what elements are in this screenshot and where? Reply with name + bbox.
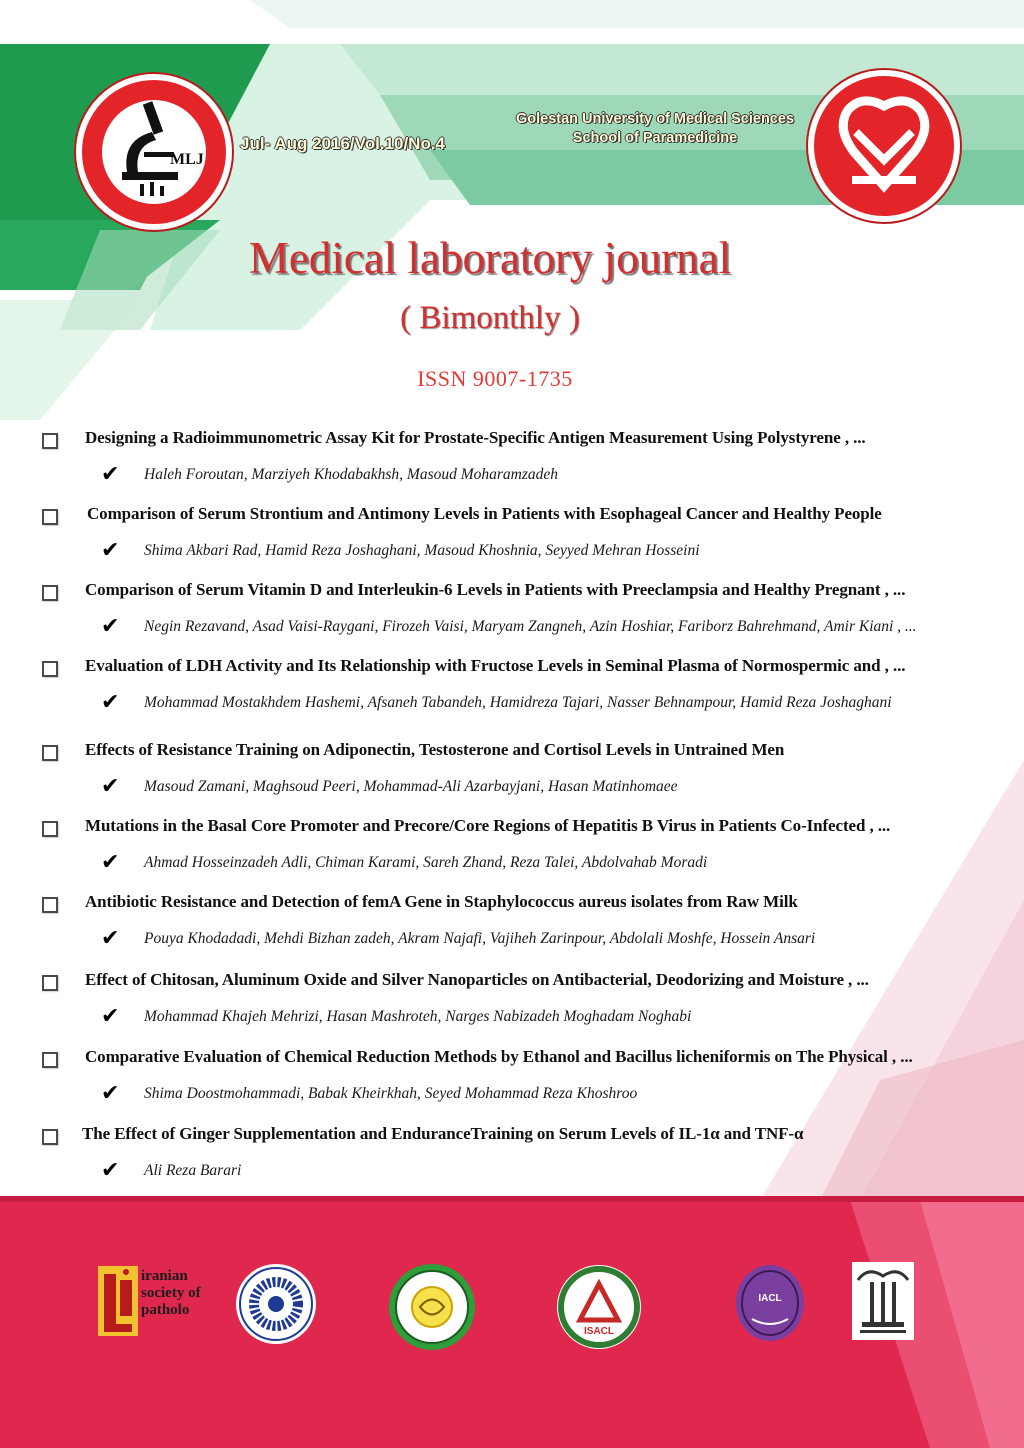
article-title: Comparative Evaluation of Chemical Reduction Methods by Ethanol and Bacillus licheniformis on The Physical , ... (85, 1047, 913, 1066)
article-item (0, 888, 1024, 964)
article-title: Evaluation of LDH Activity and Its Relationship with Fructose Levels in Seminal Plasma of Normospermic and , ... (85, 656, 906, 675)
checkbox-icon (42, 897, 58, 913)
article-item (0, 424, 1024, 500)
society-line: society of (141, 1285, 201, 1301)
checkbox-icon (42, 661, 58, 677)
svg-text:MLJ: MLJ (170, 151, 204, 168)
lab-society-logo (387, 1262, 477, 1352)
article-authors: Mohammad Mostakhdem Hashemi, Afsaneh Tabandeh, Hamidreza Tajari, Nasser Behnampour, Hamid Reza Joshaghani (144, 694, 892, 711)
check-mark-icon: ✔ (101, 774, 120, 799)
article-title: Mutations in the Basal Core Promoter and Precore/Core Regions of Hepatitis B Virus in Patients Co-Infected , ... (85, 816, 891, 835)
article-item (0, 966, 1024, 1042)
check-mark-icon: ✔ (101, 1081, 120, 1106)
checkbox-icon (42, 1129, 58, 1145)
university-logo (808, 70, 960, 222)
article-authors: Shima Akbari Rad, Hamid Reza Joshaghani, Masoud Khoshnia, Seyyed Mehran Hosseini (144, 542, 700, 559)
checkbox-icon (42, 821, 58, 837)
checkbox-icon (42, 745, 58, 761)
school-line: School of Paramedicine (572, 130, 738, 146)
checkbox-icon (42, 509, 58, 525)
svg-text:IACL: IACL (758, 1293, 782, 1304)
society-line: patholo (141, 1302, 190, 1318)
iacl-logo (734, 1263, 806, 1343)
check-mark-icon: ✔ (101, 538, 120, 563)
article-title: The Effect of Ginger Supplementation and EnduranceTraining on Serum Levels of IL-1α and TNF-α (82, 1124, 804, 1143)
article-item (0, 500, 1024, 576)
university-name (505, 110, 805, 148)
article-authors: Mohammad Khajeh Mehrizi, Hasan Mashroteh, Narges Nabizadeh Moghadam Noghabi (144, 1008, 692, 1025)
svg-text:ISACL: ISACL (584, 1326, 614, 1337)
check-mark-icon: ✔ (101, 614, 120, 639)
microscope-icon (82, 80, 226, 224)
checkbox-icon (42, 1052, 58, 1068)
article-authors: Shima Doostmohammadi, Babak Kheirkhah, Seyed Mohammad Reza Khoshroo (144, 1085, 638, 1102)
check-mark-icon: ✔ (101, 850, 120, 875)
article-title: Effect of Chitosan, Aluminum Oxide and Silver Nanoparticles on Antibacterial, Deodorizing and Moisture , ... (85, 970, 869, 989)
university-emblem-logo (852, 1262, 914, 1340)
check-mark-icon: ✔ (101, 926, 120, 951)
article-title: Antibiotic Resistance and Detection of femA Gene in Staphylococcus aureus isolates from Raw Milk (85, 892, 798, 911)
article-title: Comparison of Serum Vitamin D and Interleukin-6 Levels in Patients with Preeclampsia and Healthy Pregnant , ... (85, 580, 906, 599)
article-authors: Ali Reza Barari (144, 1162, 242, 1179)
mlj-logo (76, 74, 232, 230)
pathology-society-name (141, 1268, 201, 1319)
article-item (0, 1043, 1024, 1119)
parasitology-society-logo (234, 1262, 318, 1346)
article-title: Designing a Radioimmunometric Assay Kit for Prostate-Specific Antigen Measurement Using Polystyrene , ... (85, 428, 866, 447)
check-mark-icon: ✔ (101, 1004, 120, 1029)
article-item (0, 736, 1024, 812)
issue-info: Jul- Aug 2016/Vol.10/No.4 (240, 134, 446, 153)
article-item (0, 1120, 1024, 1196)
article-title: Comparison of Serum Strontium and Antimony Levels in Patients with Esophageal Cancer and Healthy People (87, 504, 882, 523)
book-heart-icon (814, 76, 954, 216)
isacl-logo (556, 1264, 642, 1350)
article-authors: Haleh Foroutan, Marziyeh Khodabakhsh, Masoud Moharamzadeh (144, 466, 559, 483)
article-title: Effects of Resistance Training on Adiponectin, Testosterone and Cortisol Levels in Untrained Men (85, 740, 785, 759)
university-line: Golestan University of Medical Sciences (515, 111, 795, 127)
journal-frequency: ( Bimonthly ) (400, 300, 580, 336)
issn-number: ISSN 9007-1735 (417, 366, 573, 391)
check-mark-icon: ✔ (101, 462, 120, 487)
article-authors: Negin Rezavand, Asad Vaisi-Raygani, Firozeh Vaisi, Maryam Zangneh, Azin Hoshiar, Fariborz Bahrehmand, Amir Kiani , ... (144, 618, 917, 635)
article-authors: Ahmad Hosseinzadeh Adli, Chiman Karami, Sareh Zhand, Reza Talei, Abdolvahab Moradi (144, 854, 708, 871)
article-authors: Masoud Zamani, Maghsoud Peeri, Mohammad-Ali Azarbayjani, Hasan Matinhomaee (144, 778, 678, 795)
article-item (0, 652, 1024, 728)
check-mark-icon: ✔ (101, 1158, 120, 1183)
checkbox-icon (42, 585, 58, 601)
checkbox-icon (42, 975, 58, 991)
article-authors: Pouya Khodadadi, Mehdi Bizhan zadeh, Akram Najafi, Vajiheh Zarinpour, Abdolali Moshfe, Hossein Ansari (144, 930, 816, 947)
checkbox-icon (42, 433, 58, 449)
society-line: iranian (141, 1268, 188, 1284)
journal-title: Medical laboratory journal (248, 233, 732, 283)
article-item (0, 812, 1024, 888)
check-mark-icon: ✔ (101, 690, 120, 715)
article-item (0, 576, 1024, 652)
